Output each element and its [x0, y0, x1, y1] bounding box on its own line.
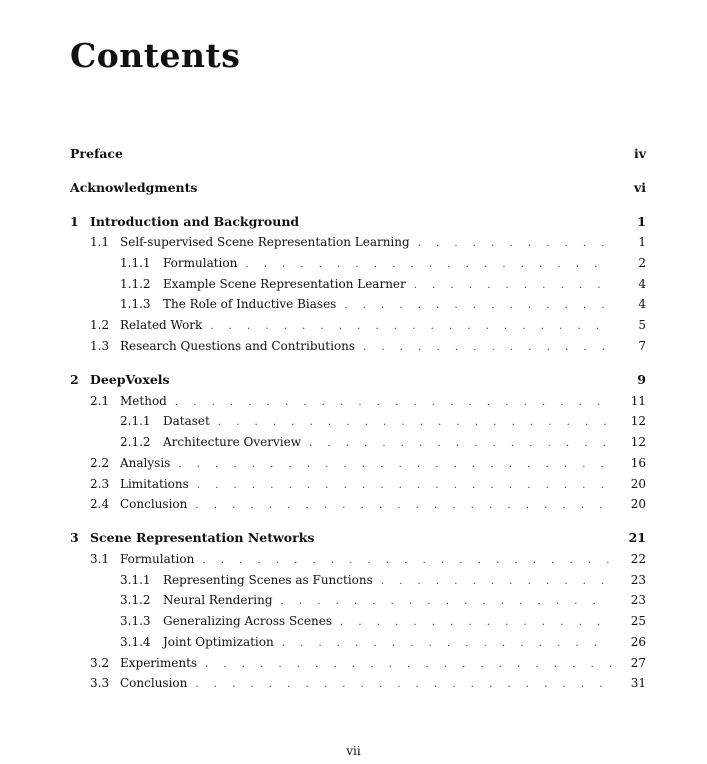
dot-leader: [281, 593, 612, 611]
dot-leader: [363, 339, 612, 357]
toc-subsection-3-1-1[interactable]: [70, 571, 646, 589]
subsection-title: Example Scene Representation Learner: [163, 277, 406, 291]
section-number: 3.1: [90, 552, 110, 566]
entry-page: 2: [638, 256, 646, 270]
subsection-number: 1.1.3: [120, 297, 151, 311]
entry-page: 1: [638, 235, 646, 249]
section-title: Limitations: [120, 477, 189, 491]
entry-page: 20: [630, 477, 646, 491]
subsection-number: 1.1.1: [120, 256, 151, 270]
dot-leader: [418, 235, 612, 253]
subsection-number: 2.1.1: [120, 414, 151, 428]
chapter-number: 2: [70, 372, 79, 387]
dot-leader: [205, 656, 612, 674]
toc-subsection-1-1-1[interactable]: [70, 254, 646, 272]
entry-page: 25: [630, 614, 646, 628]
dot-leader: [210, 318, 612, 336]
subsection-number: 2.1.2: [120, 435, 151, 449]
section-number: 1.3: [90, 339, 110, 353]
toc-subsection-3-1-3[interactable]: [70, 612, 646, 630]
dot-leader: [197, 477, 612, 495]
entry-page: 4: [638, 277, 646, 291]
section-number: 2.4: [90, 497, 110, 511]
section-title: Analysis: [120, 456, 171, 470]
chapter-number: 1: [70, 214, 79, 229]
entry-page: 12: [630, 414, 646, 428]
subsection-title: Joint Optimization: [163, 635, 274, 649]
dot-leader: [340, 614, 612, 632]
dot-leader: [381, 573, 612, 591]
section-title: Formulation: [120, 552, 195, 566]
toc-subsection-1-1-2[interactable]: [70, 275, 646, 293]
entry-page: 1: [637, 214, 646, 229]
toc-section-2-2[interactable]: [70, 454, 646, 472]
dot-leader: [195, 497, 612, 515]
dot-leader: [282, 635, 612, 653]
subsection-number: 3.1.3: [120, 614, 151, 628]
entry-page: 31: [630, 676, 646, 690]
subsection-title: Architecture Overview: [163, 435, 301, 449]
section-title: Method: [120, 394, 167, 408]
dot-leader: [245, 256, 612, 274]
entry-page: 23: [630, 573, 646, 587]
entry-page: 11: [630, 394, 646, 408]
toc-subsection-2-1-2[interactable]: [70, 433, 646, 451]
toc-section-2-4[interactable]: [70, 495, 646, 513]
dot-leader: [178, 456, 612, 474]
subsection-title: The Role of Inductive Biases: [163, 297, 337, 311]
toc-subsection-1-1-3[interactable]: [70, 295, 646, 313]
subsection-number: 3.1.1: [120, 573, 151, 587]
section-title: Related Work: [120, 318, 203, 332]
dot-leader: [218, 414, 612, 432]
page-number-footer: vii: [346, 744, 361, 758]
section-title: Experiments: [120, 656, 198, 670]
section-number: 3.3: [90, 676, 110, 690]
section-title: Research Questions and Contributions: [120, 339, 356, 353]
toc-section-2-3[interactable]: [70, 475, 646, 493]
entry-page: 22: [630, 552, 646, 566]
section-number: 1.2: [90, 318, 110, 332]
subsection-number: 3.1.2: [120, 593, 151, 607]
subsection-number: 1.1.2: [120, 277, 151, 291]
section-number: 2.1: [90, 394, 110, 408]
entry-page: 9: [637, 372, 646, 387]
subsection-number: 3.1.4: [120, 635, 151, 649]
page-title: Contents: [70, 36, 241, 75]
subsection-title: Generalizing Across Scenes: [163, 614, 332, 628]
section-title: Self-supervised Scene Representation Learning: [120, 235, 410, 249]
toc-chapter-3[interactable]: [70, 529, 646, 547]
entry-page: 16: [630, 456, 646, 470]
toc-section-2-1[interactable]: [70, 392, 646, 410]
toc-subsection-3-1-2[interactable]: [70, 591, 646, 609]
toc-section-1-1[interactable]: [70, 233, 646, 251]
subsection-title: Dataset: [163, 414, 210, 428]
toc-entry-acknowledgments[interactable]: [70, 179, 646, 197]
entry-page: 27: [630, 656, 646, 670]
entry-page: vi: [633, 180, 646, 195]
toc-entry-preface[interactable]: [70, 145, 646, 163]
toc-chapter-1[interactable]: [70, 213, 646, 231]
section-title: Conclusion: [120, 497, 188, 511]
dot-leader: [414, 277, 612, 295]
chapter-title: Scene Representation Networks: [90, 530, 315, 545]
dot-leader: [195, 676, 612, 694]
entry-page: 20: [630, 497, 646, 511]
toc-section-3-1[interactable]: [70, 550, 646, 568]
toc-section-1-3[interactable]: [70, 337, 646, 355]
dot-leader: [175, 394, 612, 412]
subsection-title: Neural Rendering: [163, 593, 273, 607]
toc-subsection-3-1-4[interactable]: [70, 633, 646, 651]
entry-page: 23: [630, 593, 646, 607]
toc-subsection-2-1-1[interactable]: [70, 412, 646, 430]
section-title: Conclusion: [120, 676, 188, 690]
subsection-title: Formulation: [163, 256, 238, 270]
dot-leader: [309, 435, 612, 453]
toc-section-3-3[interactable]: [70, 674, 646, 692]
dot-leader: [202, 552, 612, 570]
section-number: 2.3: [90, 477, 110, 491]
chapter-title: Introduction and Background: [90, 214, 300, 229]
entry-label: Preface: [70, 146, 123, 161]
toc-section-1-2[interactable]: [70, 316, 646, 334]
entry-page: 7: [638, 339, 646, 353]
subsection-title: Representing Scenes as Functions: [163, 573, 373, 587]
entry-page: iv: [633, 146, 646, 161]
entry-page: 26: [630, 635, 646, 649]
entry-page: 12: [630, 435, 646, 449]
section-number: 1.1: [90, 235, 110, 249]
entry-page: 5: [638, 318, 646, 332]
entry-page: 4: [638, 297, 646, 311]
entry-page: 21: [628, 530, 646, 545]
chapter-number: 3: [70, 530, 79, 545]
chapter-title: DeepVoxels: [90, 372, 170, 387]
toc-chapter-2[interactable]: [70, 371, 646, 389]
entry-label: Acknowledgments: [70, 180, 198, 195]
section-number: 2.2: [90, 456, 110, 470]
dot-leader: [344, 297, 612, 315]
toc-section-3-2[interactable]: [70, 654, 646, 672]
section-number: 3.2: [90, 656, 110, 670]
